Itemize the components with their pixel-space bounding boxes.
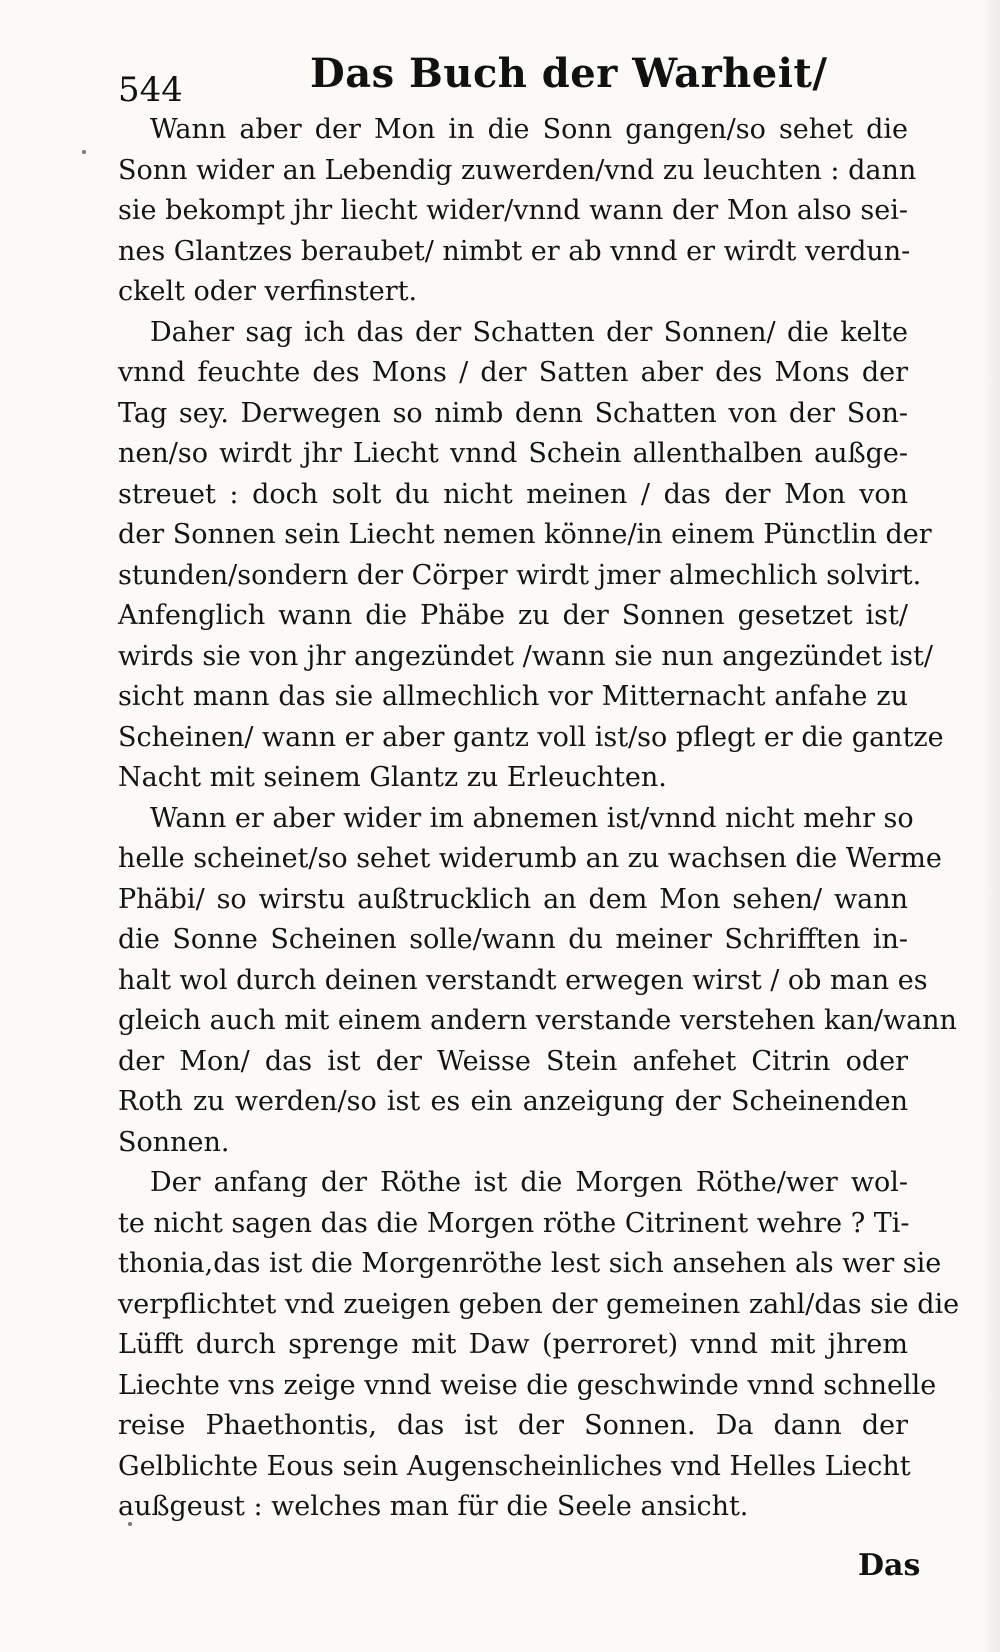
running-head: Das Buch der Warheit/	[310, 50, 828, 97]
paragraph-4	[118, 1163, 960, 1528]
text-line: streuet : doch solt du nicht meinen / das der Mon von	[118, 478, 908, 510]
text-line: Sonnen.	[118, 1126, 230, 1158]
text-line: sie bekompt jhr liecht wider/vnnd wann der Mon also sei-	[118, 195, 908, 226]
text-line: sicht mann das sie allmechlich vor Mitternacht anfahe zu	[118, 681, 908, 712]
text-line: Sonn wider an Lebendig zuwerden/vnd zu leuchten : dann	[118, 154, 917, 186]
text-line: te nicht sagen das die Morgen röthe Citrinent wehre ? Ti-	[118, 1207, 910, 1239]
text-line: Gelblichte Eous sein Augenscheinliches vnd Helles Liecht	[118, 1450, 911, 1482]
ink-speck	[128, 1522, 132, 1526]
ink-speck	[82, 150, 86, 154]
text-line: Wann er aber wider im abnemen ist/vnnd nicht mehr so	[150, 802, 914, 834]
paragraph-3	[118, 799, 957, 1164]
catchword: Das	[858, 1548, 921, 1583]
page-number: 544	[118, 70, 183, 110]
text-line: Scheinen/ wann er aber gantz voll ist/so pflegt er die gantze	[118, 721, 944, 753]
text-line: nen/so wirdt jhr Liecht vnnd Schein allenthalben außge-	[118, 438, 908, 469]
text-line: ckelt oder verfinstert.	[118, 276, 418, 307]
text-line: reise Phaethontis, das ist der Sonnen. Da dann der	[118, 1410, 908, 1441]
body-text	[118, 110, 960, 1528]
text-line: stunden/sondern der Cörper wirdt jmer almechlich solvirt.	[118, 559, 922, 591]
text-line: Phäbi/ so wirstu außtrucklich an dem Mon sehen/ wann	[118, 883, 908, 915]
text-line: der Mon/ das ist der Weisse Stein anfehet Citrin oder	[118, 1045, 908, 1077]
text-line: nes Glantzes beraubet/ nimbt er ab vnnd er wirdt verdun-	[118, 235, 911, 267]
text-line: Der anfang der Röthe ist die Morgen Röthe/wer wol-	[150, 1167, 908, 1198]
paragraph-2	[118, 313, 944, 799]
text-line: der Sonnen sein Liecht nemen könne/in einem Pünctlin der	[118, 519, 932, 550]
text-line: Roth zu werden/so ist es ein anzeigung der Scheinenden	[118, 1086, 908, 1117]
text-line: vnnd feuchte des Mons / der Satten aber des Mons der	[118, 357, 908, 388]
text-line: Liechte vns zeige vnnd weise die geschwinde vnnd schnelle	[118, 1369, 937, 1401]
text-line: verpflichtet vnd zueigen geben der gemeinen zahl/das sie die	[118, 1288, 960, 1320]
text-line: halt wol durch deinen verstandt erwegen wirst / ob man es	[118, 964, 928, 996]
binding-edge-shadow	[980, 0, 1000, 1652]
paragraph-1	[118, 110, 917, 313]
text-line: wirds sie von jhr angezündet /wann sie nun angezündet ist/	[118, 640, 933, 672]
text-line: thonia,das ist die Morgenröthe lest sich ansehen als wer sie	[118, 1248, 942, 1279]
text-line: Anfenglich wann die Phäbe zu der Sonnen gesetzet ist/	[118, 600, 908, 631]
text-line: Wann aber der Mon in die Sonn gangen/so sehet die	[150, 114, 908, 145]
text-line: gleich auch mit einem andern verstande verstehen kan/wann	[118, 1005, 957, 1036]
text-line: Daher sag ich das der Schatten der Sonnen/ die kelte	[150, 316, 908, 348]
text-line: Lüfft durch sprenge mit Daw (perroret) vnnd mit jhrem	[118, 1329, 908, 1360]
text-line: helle scheinet/so sehet widerumb an zu wachsen die Werme	[118, 843, 942, 874]
text-line: Nacht mit seinem Glantz zu Erleuchten.	[118, 762, 667, 793]
text-line: Tag sey. Derwegen so nimb denn Schatten von der Son-	[118, 397, 908, 429]
text-line: außgeust : welches man für die Seele ansicht.	[118, 1491, 749, 1522]
text-line: die Sonne Scheinen solle/wann du meiner Schrifften in-	[118, 924, 908, 955]
